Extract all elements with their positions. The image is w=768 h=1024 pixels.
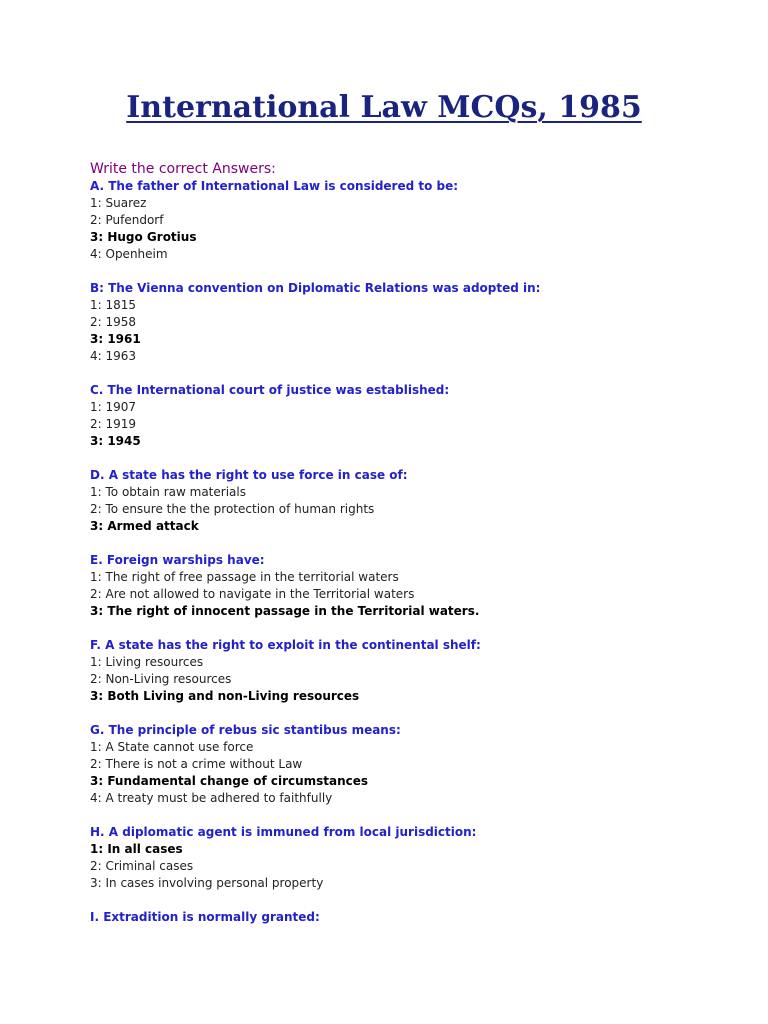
answer-option: 2: Criminal cases <box>90 859 194 873</box>
answer-option: 1: The right of free passage in the territorial waters <box>90 570 399 584</box>
correct-answer-option: 3: Armed attack <box>90 519 199 533</box>
answer-option: 1: Living resources <box>90 655 204 669</box>
answer-option: 2: 1919 <box>90 417 137 431</box>
answer-option: 2: There is not a crime without Law <box>90 757 303 771</box>
question-block <box>90 552 730 620</box>
question-block <box>90 178 730 263</box>
question-block <box>90 467 730 535</box>
correct-answer-option: 3: Both Living and non-Living resources <box>90 689 360 703</box>
question-block <box>90 382 730 450</box>
correct-answer-option: 3: The right of innocent passage in the Territorial waters. <box>90 604 480 618</box>
correct-answer-option: 3: Hugo Grotius <box>90 230 197 244</box>
answer-option: 2: 1958 <box>90 315 137 329</box>
question-text: A. The father of International Law is considered to be: <box>90 179 459 193</box>
answer-option: 1: A State cannot use force <box>90 740 254 754</box>
answer-option: 2: To ensure the the protection of human rights <box>90 502 375 516</box>
question-block <box>90 280 730 365</box>
mcq-content <box>90 160 730 943</box>
question-text: H. A diplomatic agent is immuned from local jurisdiction: <box>90 825 477 839</box>
question-text: B: The Vienna convention on Diplomatic Relations was adopted in: <box>90 281 541 295</box>
question-text: G. The principle of rebus sic stantibus means: <box>90 723 401 737</box>
instruction-heading: Write the correct Answers: <box>90 161 276 177</box>
answer-option: 1: 1815 <box>90 298 137 312</box>
answer-option: 3: In cases involving personal property <box>90 876 324 890</box>
question-text: F. A state has the right to exploit in the continental shelf: <box>90 638 481 652</box>
answer-option: 2: Pufendorf <box>90 213 164 227</box>
question-block <box>90 637 730 705</box>
answer-option: 1: To obtain raw materials <box>90 485 246 499</box>
page-title: International Law MCQs, 1985 <box>126 90 642 125</box>
question-text: D. A state has the right to use force in case of: <box>90 468 408 482</box>
correct-answer-option: 1: In all cases <box>90 842 183 856</box>
question-block <box>90 824 730 892</box>
question-text: I. Extradition is normally granted: <box>90 910 320 924</box>
correct-answer-option: 3: Fundamental change of circumstances <box>90 774 369 788</box>
answer-option: 1: Suarez <box>90 196 147 210</box>
correct-answer-option: 3: 1961 <box>90 332 141 346</box>
answer-option: 4: A treaty must be adhered to faithfully <box>90 791 333 805</box>
question-text: C. The International court of justice was established: <box>90 383 450 397</box>
answer-option: 4: 1963 <box>90 349 137 363</box>
answer-option: 4: Openheim <box>90 247 168 261</box>
question-block <box>90 909 730 926</box>
answer-option: 2: Are not allowed to navigate in the Territorial waters <box>90 587 415 601</box>
correct-answer-option: 3: 1945 <box>90 434 141 448</box>
answer-option: 2: Non-Living resources <box>90 672 232 686</box>
question-text: E. Foreign warships have: <box>90 553 265 567</box>
answer-option: 1: 1907 <box>90 400 137 414</box>
question-list <box>90 178 730 926</box>
question-block <box>90 722 730 807</box>
